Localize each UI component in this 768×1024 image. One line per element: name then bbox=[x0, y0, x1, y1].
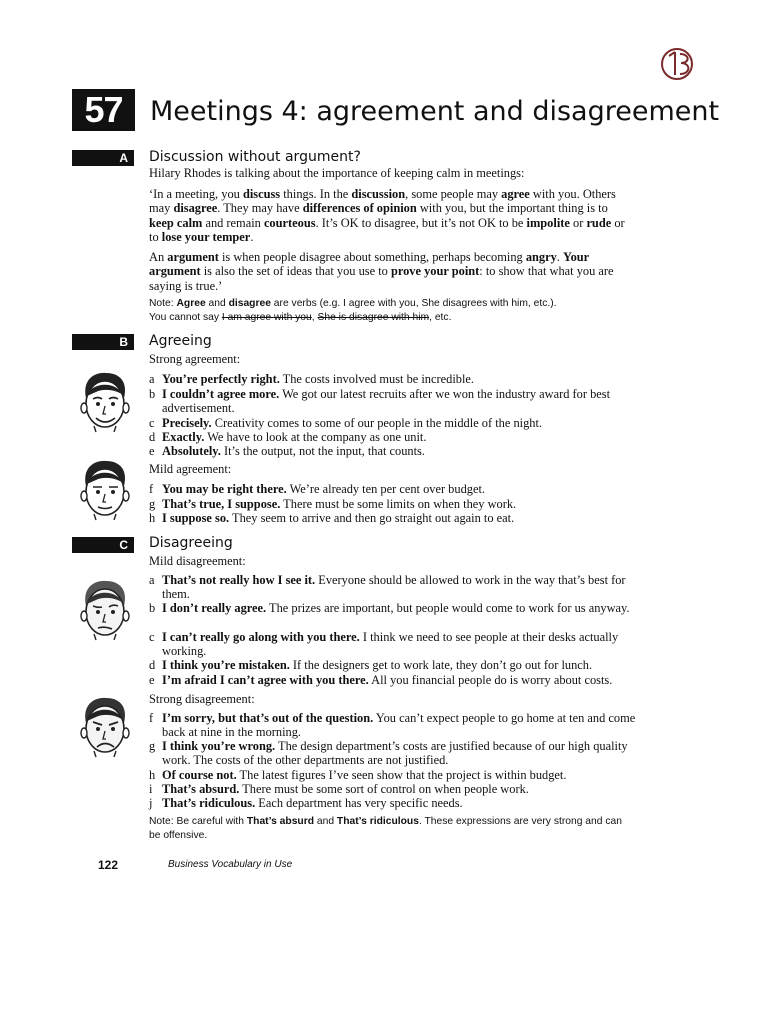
strong-agreement-item-d: d Exactly. We have to look at the company as one unit. bbox=[149, 430, 427, 444]
neutral-face-icon bbox=[74, 456, 136, 522]
mild-agreement-label: Mild agreement: bbox=[149, 462, 232, 476]
item-letter: h bbox=[149, 768, 156, 782]
item-phrase: I think you’re wrong. bbox=[162, 739, 276, 753]
item-phrase: Exactly. bbox=[162, 430, 205, 444]
item-phrase: I’m sorry, but that’s out of the question. bbox=[162, 711, 374, 725]
book-title: Business Vocabulary in Use bbox=[168, 859, 293, 870]
section-a-letter: A bbox=[119, 151, 128, 165]
frowning-face-icon bbox=[74, 693, 136, 759]
section-a-note-2: You cannot say I am agree with you, She is disagree with him, etc. bbox=[149, 312, 452, 323]
section-c-note: Note: Be careful with That’s absurd and That’s ridiculous. These expressions are very strong and can be offensive. bbox=[149, 816, 622, 842]
item-letter: e bbox=[149, 673, 155, 687]
item-phrase: I’m afraid I can’t agree with you there. bbox=[162, 673, 369, 687]
item-phrase: That’s ridiculous. bbox=[162, 796, 256, 810]
section-c-bar bbox=[72, 537, 134, 553]
item-phrase: That’s absurd. bbox=[162, 782, 240, 796]
mild-disagreement-item-d: d I think you’re mistaken. If the designers get to work late, they don’t go out for lunch. bbox=[149, 658, 593, 672]
strong-agreement-item-a: a You’re perfectly right. The costs involved must be incredible. bbox=[149, 372, 474, 386]
mild-disagreement-label: Mild disagreement: bbox=[149, 554, 246, 568]
item-letter: j bbox=[149, 796, 153, 810]
item-phrase: Absolutely. bbox=[162, 444, 221, 458]
item-letter: f bbox=[149, 711, 154, 725]
strong-disagreement-item-j: j That’s ridiculous. Each department has very specific needs. bbox=[149, 796, 463, 810]
item-phrase: I suppose so. bbox=[162, 511, 230, 525]
mild-disagreement-item-c: c I can’t really go along with you there. I think we need to see people at their desks actually working. bbox=[149, 630, 619, 659]
strong-agreement-item-b: b I couldn’t agree more. We got our latest recruits after we won the industry award for best advertisement. bbox=[149, 387, 611, 416]
section-c-letter: C bbox=[119, 538, 128, 552]
item-letter: c bbox=[149, 416, 155, 430]
strong-disagreement-item-f: f I’m sorry, but that’s out of the question. You can’t expect people to go home at ten and come back at nine in the morning. bbox=[149, 711, 636, 740]
item-letter: b bbox=[149, 387, 156, 401]
item-letter: b bbox=[149, 601, 156, 615]
strong-agreement-item-e: e Absolutely. It’s the output, not the input, that counts. bbox=[149, 444, 425, 458]
section-a-title: Discussion without argument? bbox=[149, 149, 361, 165]
item-phrase: You’re perfectly right. bbox=[162, 372, 280, 386]
strong-agreement-item-c: c Precisely. Creativity comes to some of our people in the middle of the night. bbox=[149, 416, 543, 430]
smiling-face-icon bbox=[74, 368, 136, 434]
mild-agreement-item-f: f You may be right there. We’re already ten per cent over budget. bbox=[149, 482, 486, 496]
section-c-title: Disagreeing bbox=[149, 535, 233, 551]
item-letter: i bbox=[149, 782, 153, 796]
unit-title: Meetings 4: agreement and disagreement bbox=[150, 96, 720, 127]
mild-disagreement-item-a: a That’s not really how I see it. Everyone should be allowed to work in the way that’s best for them. bbox=[149, 573, 626, 602]
section-b-title: Agreeing bbox=[149, 333, 212, 349]
item-phrase: I couldn’t agree more. bbox=[162, 387, 280, 401]
item-letter: c bbox=[149, 630, 155, 644]
item-phrase: Of course not. bbox=[162, 768, 237, 782]
item-phrase: That’s not really how I see it. bbox=[162, 573, 316, 587]
section-a-paragraph-1: ‘In a meeting, you discuss things. In the discussion, some people may agree with you. Others may disagree. They may have differences of opinion with you, but the important thing is to keep calm and remain courteous. It’s OK to disagree, but it’s not OK to be impolite or rude or to lose your temper. bbox=[149, 187, 625, 245]
cup-logo-icon bbox=[660, 44, 696, 82]
doubtful-face-icon bbox=[74, 576, 136, 642]
strong-disagreement-item-h: h Of course not. The latest figures I’ve seen show that the project is within budget. bbox=[149, 768, 567, 782]
item-letter: g bbox=[149, 497, 156, 511]
strong-disagreement-item-i: i That’s absurd. There must be some sort of control on when people work. bbox=[149, 782, 529, 796]
item-letter: h bbox=[149, 511, 156, 525]
item-phrase: I can’t really go along with you there. bbox=[162, 630, 360, 644]
section-a-intro: Hilary Rhodes is talking about the importance of keeping calm in meetings: bbox=[149, 166, 525, 180]
item-phrase: Precisely. bbox=[162, 416, 212, 430]
mild-disagreement-item-e: e I’m afraid I can’t agree with you there. All you financial people do is worry about costs. bbox=[149, 673, 613, 687]
item-phrase: I think you’re mistaken. bbox=[162, 658, 290, 672]
item-letter: a bbox=[149, 573, 155, 587]
item-letter: e bbox=[149, 444, 155, 458]
mild-agreement-item-g: g That’s true, I suppose. There must be some limits on when they work. bbox=[149, 497, 517, 511]
strong-disagreement-label: Strong disagreement: bbox=[149, 692, 255, 706]
item-phrase: That’s true, I suppose. bbox=[162, 497, 281, 511]
mild-disagreement-item-b: b I don’t really agree. The prizes are important, but people would come to work for us anyway. bbox=[149, 601, 630, 615]
item-letter: a bbox=[149, 372, 155, 386]
item-phrase: I don’t really agree. bbox=[162, 601, 267, 615]
item-letter: d bbox=[149, 430, 156, 444]
section-a-bar bbox=[72, 150, 134, 166]
page-number: 122 bbox=[98, 858, 119, 872]
section-b-letter: B bbox=[119, 335, 128, 349]
item-letter: d bbox=[149, 658, 156, 672]
unit-number: 57 bbox=[72, 89, 135, 131]
mild-agreement-item-h: h I suppose so. They seem to arrive and then go straight out again to eat. bbox=[149, 511, 515, 525]
strong-agreement-label: Strong agreement: bbox=[149, 352, 241, 366]
item-phrase: You may be right there. bbox=[162, 482, 287, 496]
section-a-paragraph-2: An argument is when people disagree about something, perhaps becoming angry. Your argument is also the set of ideas that you use to prove your point: to show that what you are saying is true.’ bbox=[149, 250, 614, 293]
section-b-bar bbox=[72, 334, 134, 350]
strong-disagreement-item-g: g I think you’re wrong. The design department’s costs are justified because of our high quality work. The costs of the other departments are not justified. bbox=[149, 739, 628, 768]
item-letter: f bbox=[149, 482, 154, 496]
item-letter: g bbox=[149, 739, 156, 753]
section-a-note-1: Note: Agree and disagree are verbs (e.g. I agree with you, She disagrees with him, etc.). bbox=[149, 298, 557, 309]
